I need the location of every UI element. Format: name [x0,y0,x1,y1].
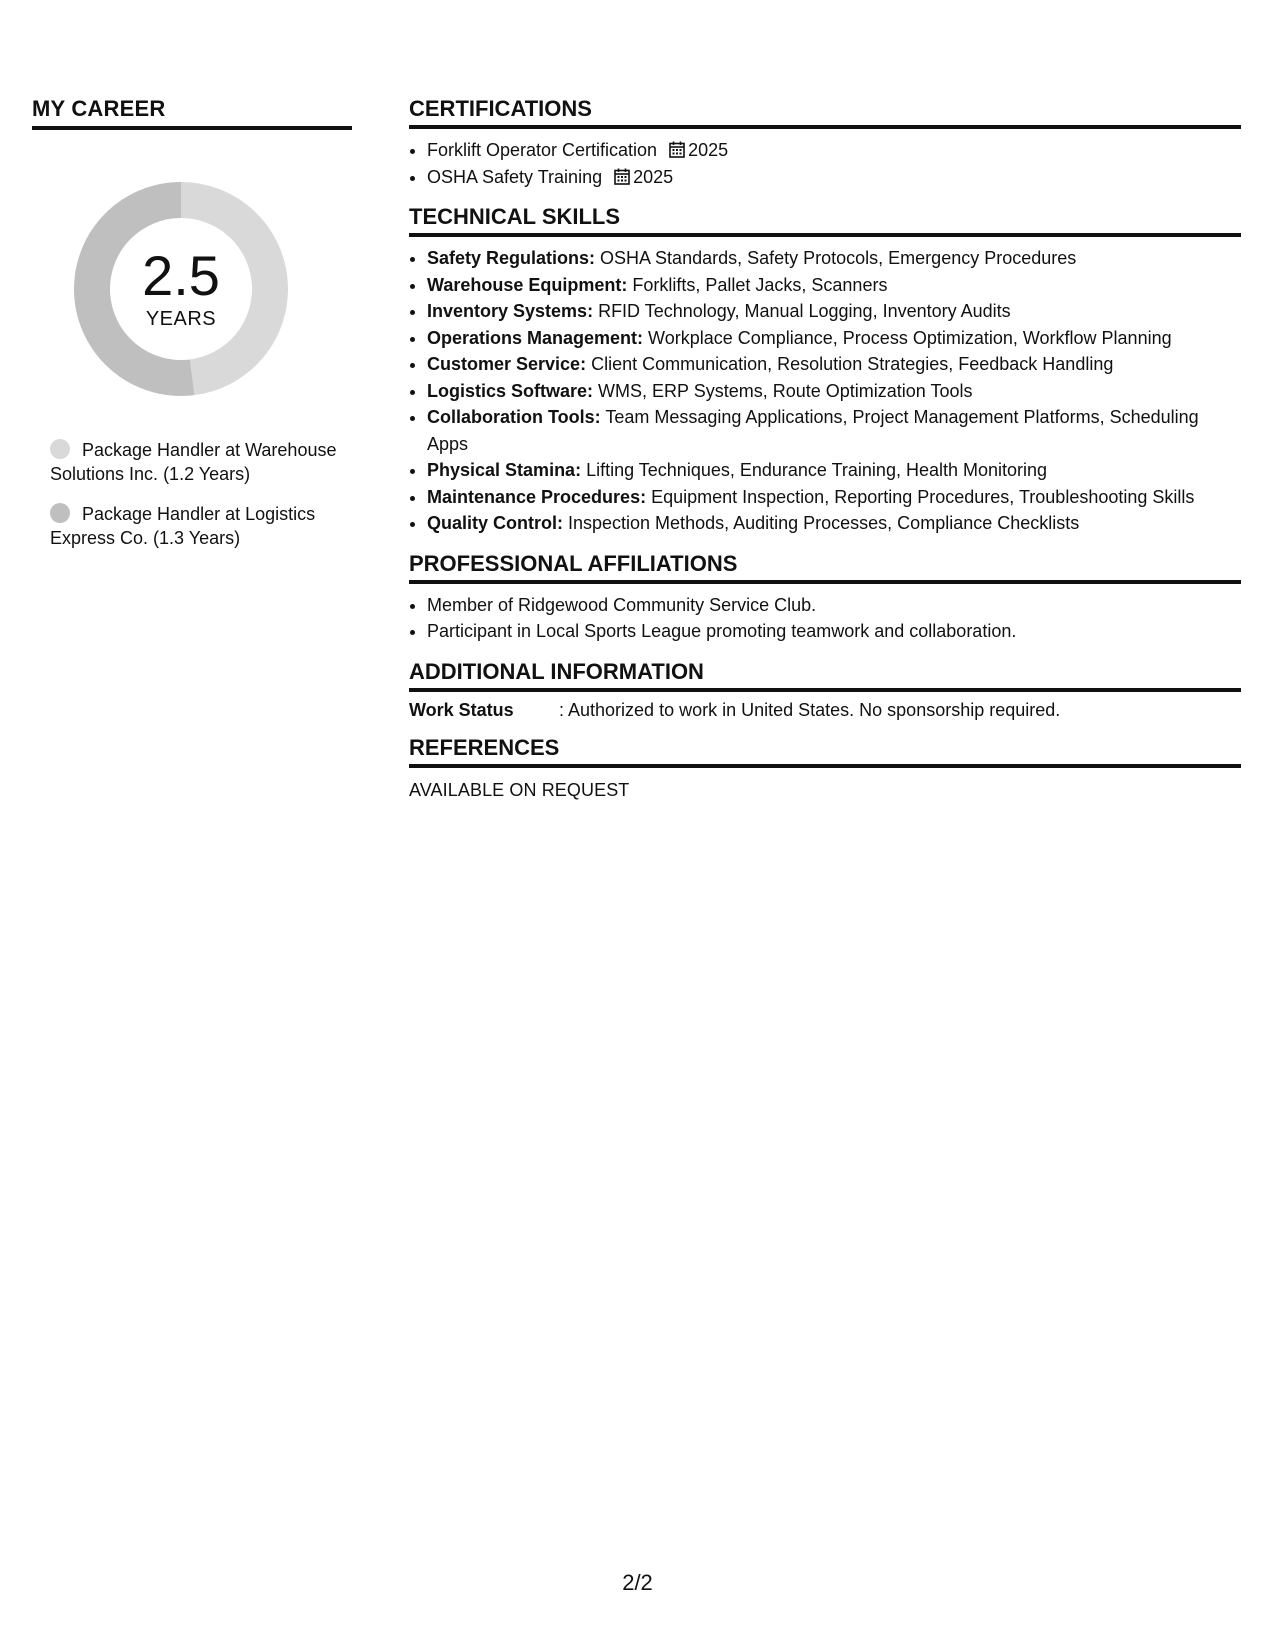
certification-year: 2025 [633,166,674,187]
certification-year: 2025 [688,140,729,160]
references-title: REFERENCES [409,735,1241,768]
affiliations-list [409,592,1241,645]
career-column [32,96,352,566]
skill-text: Forklifts, Pallet Jacks, Scanners [627,274,888,295]
affiliations-section [409,551,1241,645]
skill-label: Inventory Systems: [427,301,594,321]
work-status-key: Work Status [409,699,514,720]
skill-item [427,351,1241,378]
affiliation-item: • Member of Ridgewood Community Service Club. [427,592,1241,619]
affiliation-item: • Participant in Local Sports League promoting teamwork and collaboration. [427,618,1241,645]
additional-section [409,659,1241,721]
references-section [409,735,1241,801]
certification-name: Forklift Operator Certification [427,140,658,160]
certifications-list [409,137,1241,190]
skill-label: Customer Service: [427,354,587,374]
career-total-years: 2.5 [142,243,220,307]
skill-text: Team Messaging Applications, Project Management Platforms, Scheduling Apps [427,407,1199,454]
skill-label: Safety Regulations: [427,248,596,268]
skill-label: Operations Management: [427,327,644,348]
work-status-row [409,700,1241,721]
career-donut-chart [66,174,296,404]
career-total-unit: YEARS [145,307,217,330]
legend-item [50,502,340,550]
legend-dot-icon [50,503,70,523]
additional-title: ADDITIONAL INFORMATION [409,659,1241,692]
affiliations-title: PROFESSIONAL AFFILIATIONS [409,551,1241,584]
certifications-section [409,96,1241,190]
skill-item [427,325,1241,352]
skill-label: Logistics Software: [427,380,594,401]
certifications-title: CERTIFICATIONS [409,96,1241,129]
legend-dot-icon [50,439,70,459]
work-status-value: : Authorized to work in United States. No sponsorship required. [559,699,1061,720]
calendar-icon [669,141,685,158]
certification-item [427,164,1241,191]
main-column [409,96,1241,815]
certification-item [427,137,1241,164]
page-number: 2/2 [622,1570,653,1595]
skills-list [409,245,1241,537]
skill-item [427,272,1241,299]
skill-item [427,510,1241,537]
skill-item [427,378,1241,405]
skill-label: Maintenance Procedures: [427,486,647,507]
legend-text: Package Handler at Warehouse Solutions Inc. (1.2 Years) [50,440,337,484]
skill-text: Client Communication, Resolution Strategies, Feedback Handling [586,354,1114,374]
skill-text: Lifting Techniques, Endurance Training, Health Monitoring [581,460,1048,480]
skill-item [427,245,1241,272]
skill-label: Collaboration Tools: [427,407,601,427]
skill-label: Quality Control: [427,513,563,533]
skill-item [427,457,1241,484]
skill-item [427,484,1241,511]
skill-label: Warehouse Equipment: [427,274,628,295]
legend-text: Package Handler at Logistics Express Co. (1.3 Years) [50,504,316,548]
career-legend [32,438,352,550]
legend-item [50,438,340,486]
skills-title: TECHNICAL SKILLS [409,204,1241,237]
references-text: AVAILABLE ON REQUEST [409,779,630,800]
skill-item [427,298,1241,325]
skill-label: Physical Stamina: [427,460,582,480]
certification-name: OSHA Safety Training [427,166,603,187]
skill-text: Workplace Compliance, Process Optimization, Workflow Planning [643,327,1172,348]
skill-text: WMS, ERP Systems, Route Optimization Tools [593,380,973,401]
skill-text: Inspection Methods, Auditing Processes, Compliance Checklists [563,513,1080,533]
skill-text: Equipment Inspection, Reporting Procedures, Troubleshooting Skills [646,486,1195,507]
skills-section [409,204,1241,537]
skill-item [427,404,1241,457]
career-title: MY CAREER [32,96,352,130]
skill-text: RFID Technology, Manual Logging, Inventory Audits [593,301,1011,321]
calendar-icon [614,168,630,185]
skill-text: OSHA Standards, Safety Protocols, Emergency Procedures [595,248,1077,268]
